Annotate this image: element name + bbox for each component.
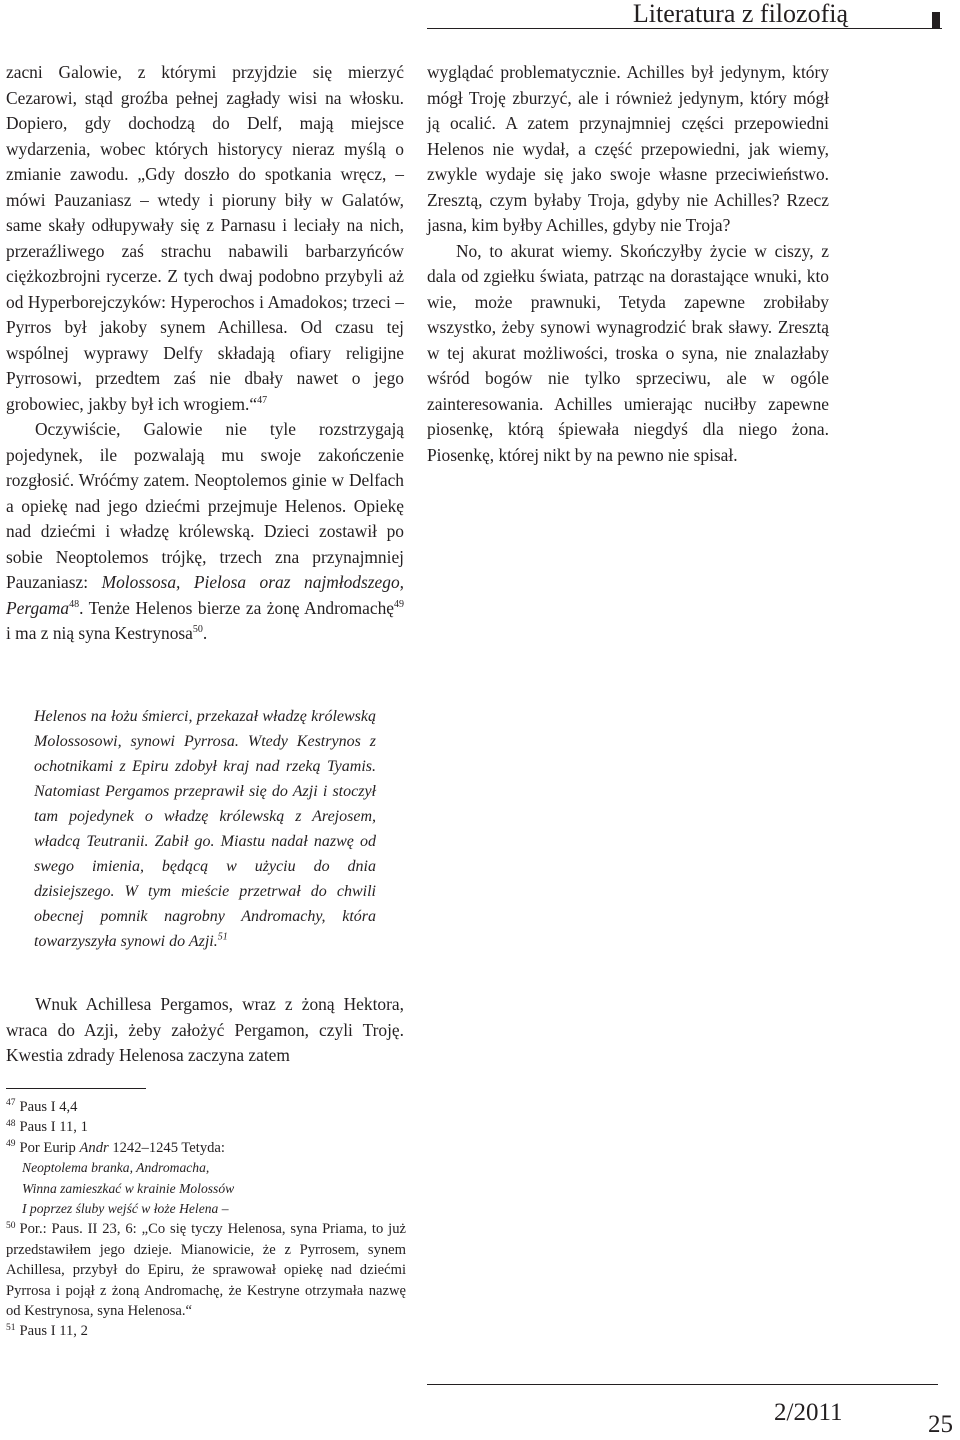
footnote-number: 50: [6, 1220, 16, 1231]
header-end-marker: [932, 12, 940, 29]
footnote-49-verse-3: I poprzez śluby wejść w łoże Helena –: [22, 1201, 229, 1217]
footnote-ref-49: 49: [394, 598, 404, 610]
footnote-number: 49: [6, 1138, 16, 1149]
footnote-47: [6, 1097, 406, 1117]
footnote-ref-48: 48: [69, 598, 80, 610]
left-column-continued: [6, 992, 404, 1069]
footnote-number: 48: [6, 1118, 16, 1129]
left-paragraph-2-end: i ma z nią syna Kestrynosa: [6, 623, 193, 643]
right-paragraph-2: No, to akurat wiemy. Skończyłby życie w ciszy, z dala od zgiełku świata, patrząc na dorastające wnuki, kto wie, może prawnuki, Tetyda zapewne zrobiłaby wszystko, żeby synowi wynagrodzić brak sławy. Zresztą w tej akurat możliwości, troska o syna, nie znalazłaby wśród bogów nie tylko sprzeciwu, ale w ogóle zainteresowania. Achilles umierając nuciłby zapewne piosenkę, którą śpiewała niegdyś dla niego żona. Piosenkę, której nikt by na pewno nie spisał.: [427, 240, 829, 465]
sons-names: Molossosa, Pielosa oraz najmłodszego, Pergama: [6, 572, 404, 618]
footnote-number: 51: [6, 1322, 16, 1333]
issue-number: 2/2011: [774, 1399, 843, 1426]
section-title: Literatura z filozofią: [632, 0, 848, 28]
footnotes: [6, 1097, 406, 1342]
left-paragraph-3: Wnuk Achillesa Pergamos, wraz z żoną Hektora, wraca do Azji, żeby założyć Pergamon, czyli Troję. Kwestia zdrady Helenosa zaczyna zatem: [6, 994, 404, 1065]
left-column: [6, 60, 404, 647]
right-column: [427, 60, 829, 468]
footnote-text: Paus I 11, 1: [19, 1119, 88, 1136]
footnote-number: 47: [6, 1098, 16, 1109]
footnote-49-verse-1: Neoptolema branka, Andromacha,: [22, 1160, 210, 1176]
left-paragraph-2-mid: . Tenże Helenos bierze za żonę Andromachę: [79, 597, 394, 618]
left-paragraph-2: [6, 417, 404, 647]
left-paragraph-2-tail: .: [202, 623, 208, 643]
footnote-text: Paus I 4,4: [19, 1099, 78, 1115]
footnote-text: Por.: Paus. II 23, 6: „Co się tyczy Helenosa, syna Priama, to już przedstawiłem jego dzieje. Mianowicie, że z Pyrrosem, synem Achillesa, przybył do Epiru, że sprawował opiekę nad dziećmi Pyrrosa i pojął z żoną Andromachę, że Kestryne otrzymała nazwę od Kestrynosa, syna Helenosa.“: [6, 1221, 406, 1320]
footnote-ref-50: 50: [192, 624, 203, 636]
footnote-48: [6, 1117, 406, 1137]
footnote-ref-51: 51: [217, 931, 228, 943]
footnote-text-cont: 1242–1245 Tetyda:: [108, 1139, 225, 1156]
footnote-text: Por Eurip: [19, 1139, 80, 1156]
left-paragraph-1: [6, 60, 404, 417]
footer-rule: [427, 1384, 938, 1385]
footnote-49: [6, 1138, 406, 1158]
footnote-text: Paus I 11, 2: [19, 1323, 88, 1340]
footnote-49-verse-2: Winna zamieszkać w krainie Molossów: [22, 1180, 235, 1196]
block-quote: [34, 704, 376, 954]
footnote-work-title: Andr: [79, 1139, 109, 1156]
right-paragraph-1: wyglądać problematycznie. Achilles był jedynym, który mógł Troję zburzyć, ale i również jedynym, który mógł ją ocalić. A zatem przynajmniej części przepowiedni Helenos nie wydał, a część przepowiedni, jak wiemy, zwykle wydaje się jako swoje własne przeciwieństwo. Zresztą, czym byłaby Troja, gdyby nie Achilles? Rzecz jasna, kim byłby Achilles, gdyby nie Troja?: [427, 62, 829, 235]
footnote-50: [6, 1219, 406, 1321]
footnote-ref-47: 47: [257, 394, 268, 406]
left-paragraph-1-text: zacni Galowie, z którymi przyjdzie się mierzyć Cezarowi, stąd groźba pełnej zagłady wisi na włosku. Dopiero, gdy dochodzą do Delf, mają miejsce wydarzenia, wobec których historycy nieraz myślą o zmianie zawodu. „Gdy doszło do spotkania wręcz, – mówi Pauzaniasz – wtedy i pioruny biły w Galatów, same skały odłupywały się z Parnasu i leciały na nich, przeraźliwego zaś strachu nabawili barbarzyńców ciężkozbrojni rycerze. Z tych dwaj podobno przybyli aż od Hyperborejczyków: Hyperochos i Amadokos; trzeci – Pyrros był jakoby synem Achillesa. Od czasu tej wspólnej wyprawy Delfy składają ofiary religijne Pyrrosowi, przedtem zaś nie dbały nawet o jego grobowiec, jakby był ich wrogiem.“: [6, 62, 404, 414]
footnote-separator: [6, 1088, 146, 1089]
block-quote-text: Helenos na łożu śmierci, przekazał władzę królewską Molossosowi, synowi Pyrrosa. Wtedy Kestrynos z ochotnikami z Epiru zdobył kraj nad rzeką Tyamis. Natomiast Pergamos przeprawił się do Azji i stoczył tam pojedynek o władzę królewską z Arejosem, władcą Teutranii. Zabił go. Miastu nadał nazwę od swego imienia, będącą w użyciu do dnia dzisiejszego. W tym mieście przetrwał do chwili obecnej pomnik nagrobny Andromachy, która towarzyszyła synowi do Azji.: [34, 708, 376, 950]
footnote-51: [6, 1321, 406, 1341]
left-paragraph-2-text: Oczywiście, Galowie nie tyle rozstrzygają pojedynek, ile pozwalają mu swoje zakończenie rozgłosić. Wróćmy zatem. Neoptolemos ginie w Delfach a opiekę nad jego dziećmi przejmuje Helenos. Opiekę nad dziećmi i władzę królewską. Dzieci zostawił po sobie Neoptolemos trójkę, trzech zna przynajmniej Pauzaniasz:: [6, 419, 404, 592]
page-number: 25: [928, 1411, 953, 1438]
